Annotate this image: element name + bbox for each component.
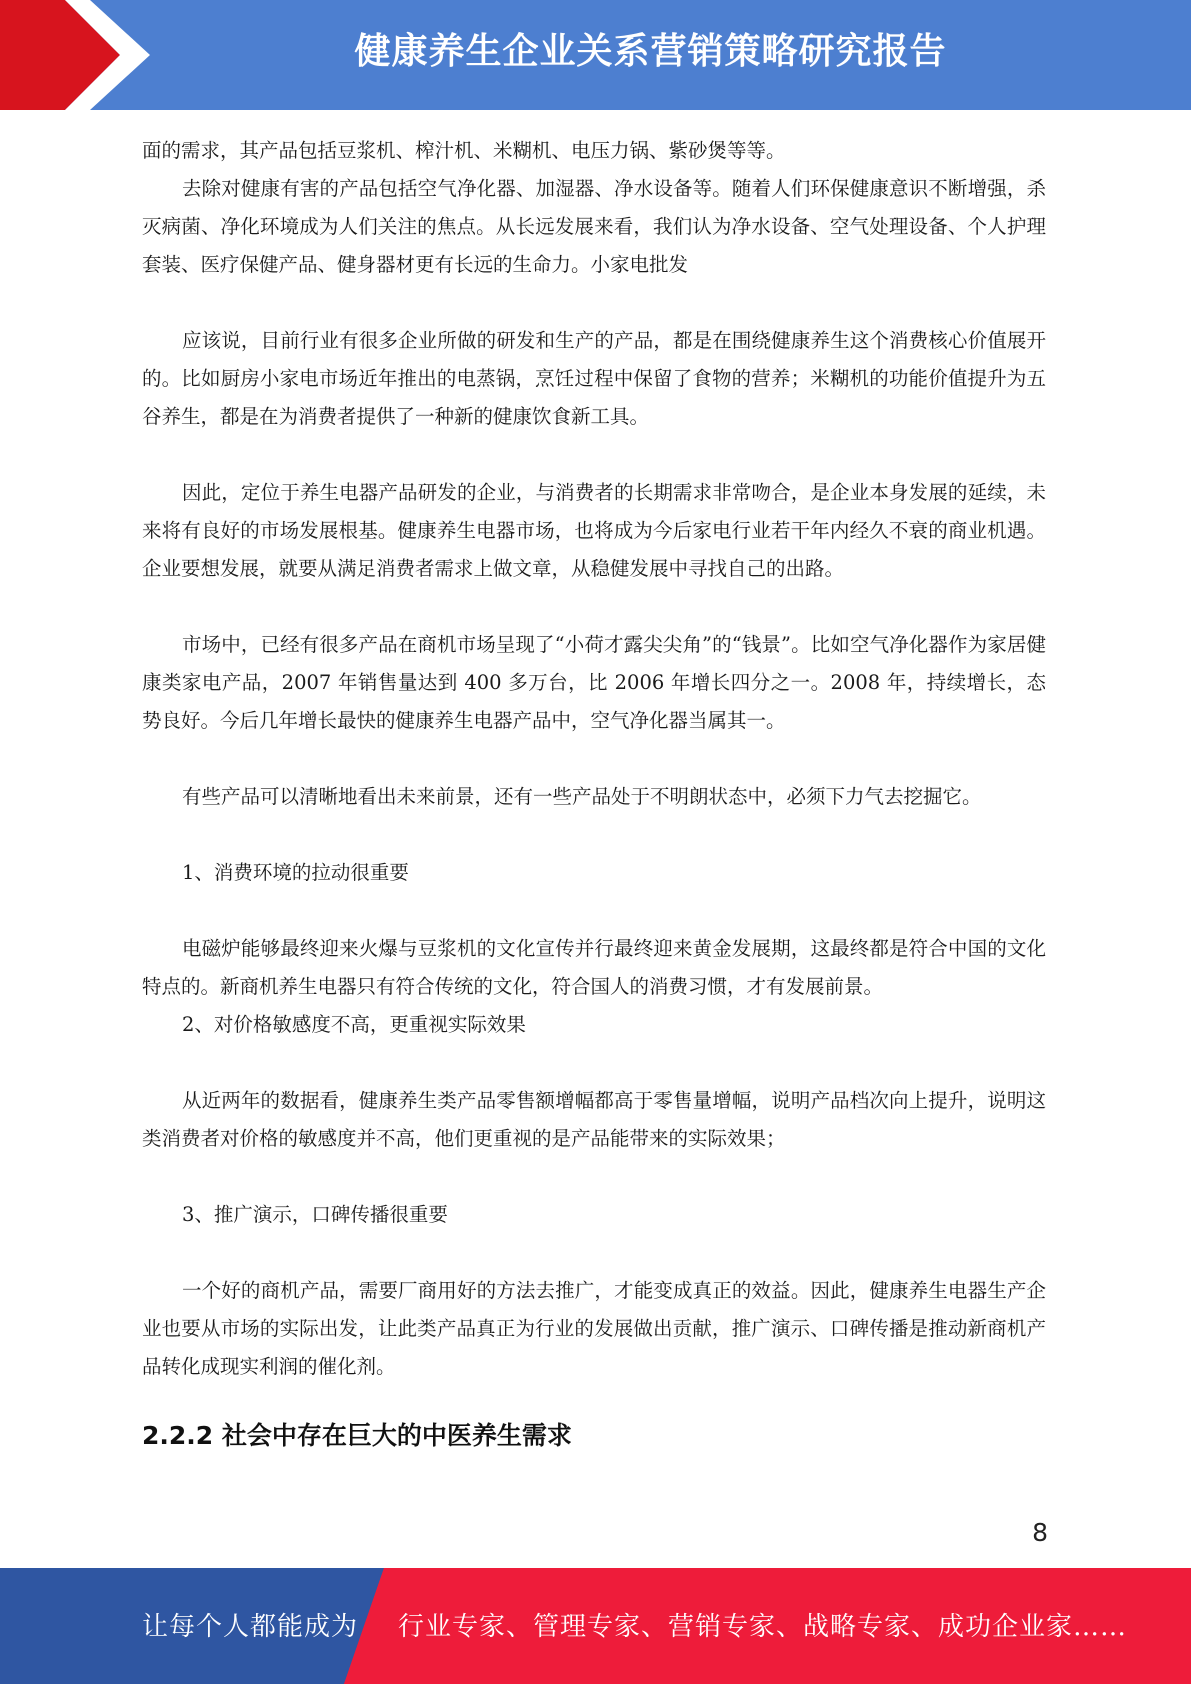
- paragraph: 因此，定位于养生电器产品研发的企业，与消费者的长期需求非常吻合，是企业本身发展的延续，未来将有良好的市场发展根基。健康养生电器市场，也将成为今后家电行业若干年内经久不衰的商业机遇。企业要想发展，就要从满足消费者需求上做文章，从稳健发展中寻找自己的出路。: [142, 481, 1046, 580]
- paragraph: 去除对健康有害的产品包括空气净化器、加湿器、净水设备等。随着人们环保健康意识不断增强，杀灭病菌、净化环境成为人们关注的焦点。从长远发展来看，我们认为净水设备、空气处理设备、个人护理套装、医疗保健产品、健身器材更有长远的生命力。小家电批发: [142, 177, 1046, 276]
- paragraph: 面的需求，其产品包括豆浆机、榨汁机、米糊机、电压力锅、紫砂煲等等。: [142, 139, 786, 162]
- page-footer: [0, 1568, 1191, 1684]
- paragraph: 应该说，目前行业有很多企业所做的研发和生产的产品，都是在围绕健康养生这个消费核心价值展开的。比如厨房小家电市场近年推出的电蒸锅，烹饪过程中保留了食物的营养；米糊机的功能价值提升为五谷养生，都是在为消费者提供了一种新的健康饮食新工具。: [142, 329, 1046, 428]
- numbered-point: 1、消费环境的拉动很重要: [182, 861, 409, 884]
- numbered-point: 2、对价格敏感度不高，更重视实际效果: [182, 1013, 526, 1036]
- page-number: 8: [1032, 1518, 1048, 1547]
- numbered-point: 3、推广演示，口碑传播很重要: [182, 1203, 448, 1226]
- section-heading: 2.2.2 社会中存在巨大的中医养生需求: [142, 1421, 572, 1450]
- document-body: [142, 132, 1046, 1456]
- paragraph: 电磁炉能够最终迎来火爆与豆浆机的文化宣传并行最终迎来黄金发展期，这最终都是符合中国的文化特点的。新商机养生电器只有符合传统的文化，符合国人的消费习惯，才有发展前景。: [142, 937, 1046, 998]
- footer-slogan-left: 让每个人都能成为: [142, 1612, 359, 1642]
- page-header: [0, 0, 1191, 110]
- footer-slogan-right: 行业专家、管理专家、营销专家、战略专家、成功企业家……: [398, 1612, 1128, 1642]
- paragraph: 有些产品可以清晰地看出未来前景，还有一些产品处于不明朗状态中，必须下力气去挖掘它。: [182, 785, 982, 808]
- paragraph: 市场中，已经有很多产品在商机市场呈现了“小荷才露尖尖角”的“钱景”。比如空气净化器作为家居健康类家电产品，2007 年销售量达到 400 多万台，比 2006 年增长四分之一。2008 年，持续增长，态势良好。今后几年增长最快的健康养生电器产品中，空气净化器当属其一。: [142, 633, 1046, 732]
- paragraph: 从近两年的数据看，健康养生类产品零售额增幅都高于零售量增幅，说明产品档次向上提升，说明这类消费者对价格的敏感度并不高，他们更重视的是产品能带来的实际效果；: [142, 1089, 1046, 1150]
- report-title: 健康养生企业关系营销策略研究报告: [354, 31, 947, 72]
- paragraph: 一个好的商机产品，需要厂商用好的方法去推广，才能变成真正的效益。因此，健康养生电器生产企业也要从市场的实际出发，让此类产品真正为行业的发展做出贡献，推广演示、口碑传播是推动新商机产品转化成现实利润的催化剂。: [142, 1279, 1046, 1378]
